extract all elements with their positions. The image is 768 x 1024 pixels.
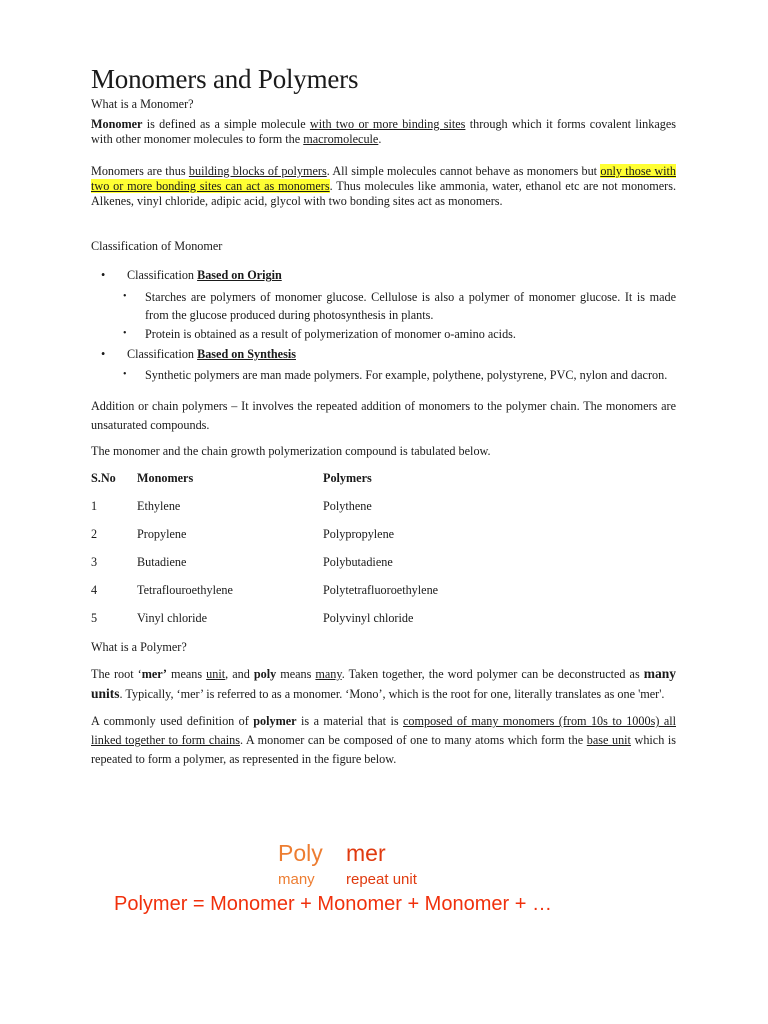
table-header-row: [91, 464, 676, 492]
monomer-definition: Monomer is defined as a simple molecule with two or more binding sites through which it forms covalent linkages with other monomer molecules to form the macromolecule.: [91, 117, 676, 147]
building-blocks-paragraph: Monomers are thus building blocks of polymers. All simple molecules cannot behave as monomers but only those with two or more bonding sites can act as monomers. Thus molecules like ammonia, water, ethanol etc are not monomers. Alkenes, vinyl chloride, adipic acid, glycol with two bonding sites act as monomers.: [91, 163, 677, 209]
table-cell: Tetraflouroethylene: [137, 582, 233, 597]
monomer-polymer-table: [91, 464, 676, 632]
table-cell: 2: [91, 526, 98, 541]
table-cell: Butadiene: [137, 554, 187, 569]
page-title: Monomers and Polymers: [91, 64, 359, 94]
table-cell: Polytetrafluoroethylene: [323, 582, 439, 597]
classification-list: [91, 268, 676, 383]
table-cell: 4: [91, 582, 98, 597]
root-meaning-paragraph: The root ‘mer’ means unit, and poly means many. Taken together, the word polymer can be deconstructed as many units. Typically, ‘mer’ is referred to as a monomer. ‘Mono’, which is the root for one, literally translates as one 'mer'.: [91, 666, 677, 702]
highlighted-text: only those with two or more bonding sites can act as monomers: [91, 163, 676, 193]
table-cell: Vinyl chloride: [137, 610, 208, 625]
addition-polymers-paragraph: Addition or chain polymers – It involves the repeated addition of monomers to the polymer chain. The monomers are unsaturated compounds.: [91, 398, 676, 432]
table-cell: Propylene: [137, 526, 187, 541]
polymer-question: What is a Polymer?: [91, 640, 187, 655]
document-body: [91, 62, 676, 769]
polymer-figure: [0, 838, 768, 928]
figure-poly: Poly: [278, 840, 323, 866]
list-item: • Starches are polymers of monomer glucose. Cellulose is also a polymer of monomer glucose. It is made from the glucose produced during photosynthesis in plants.: [145, 288, 676, 324]
table-intro: The monomer and the chain growth polymerization compound is tabulated below.: [91, 443, 491, 458]
monomer-question: What is a Monomer?: [91, 97, 194, 111]
list-item: • Classification Based on Synthesis • Synthetic polymers are man made polymers. For example, polythene, polystyrene, PVC, nylon and dacron.: [109, 347, 676, 384]
table-row: [91, 520, 676, 548]
figure-repeat-unit: repeat unit: [346, 871, 417, 888]
table-cell: Polypropylene: [323, 526, 395, 541]
table-cell: Ethylene: [137, 498, 181, 513]
table-cell: 5: [91, 610, 98, 625]
figure-equation: Polymer = Monomer + Monomer + Monomer + …: [114, 893, 552, 915]
list-item: • Classification Based on Origin • Starches are polymers of monomer glucose. Cellulose is also a polymer of monomer glucose. It is made from the glucose produced during photosynthesis in plants. • Protein is obtained as a result of polymerization of monomer o-amino acids.: [109, 268, 676, 342]
table-cell: Polyvinyl chloride: [323, 610, 414, 625]
figure-many: many: [278, 871, 315, 888]
table-row: [91, 548, 676, 576]
classification-heading: Classification of Monomer: [91, 239, 223, 254]
column-header: Polymers: [323, 470, 372, 485]
table-cell: Polythene: [323, 498, 372, 513]
list-item: • Synthetic polymers are man made polymers. For example, polythene, polystyrene, PVC, nylon and dacron.: [145, 366, 676, 384]
table-cell: 1: [91, 498, 98, 513]
table-row: [91, 576, 676, 604]
table-row: [91, 492, 676, 520]
figure-mer: mer: [346, 840, 386, 866]
column-header: S.No: [91, 470, 116, 485]
polymer-definition-paragraph: A commonly used definition of polymer is a material that is composed of many monomers (from 10s to 1000s) all linked together to form chains. A monomer can be composed of one to many atoms which form the base unit which is repeated to form a polymer, as represented in the figure below.: [91, 714, 677, 767]
column-header: Monomers: [137, 470, 194, 485]
table-cell: Polybutadiene: [323, 554, 393, 569]
table-row: [91, 604, 676, 632]
table-cell: 3: [91, 554, 98, 569]
list-item: • Protein is obtained as a result of polymerization of monomer o-amino acids.: [145, 325, 676, 343]
